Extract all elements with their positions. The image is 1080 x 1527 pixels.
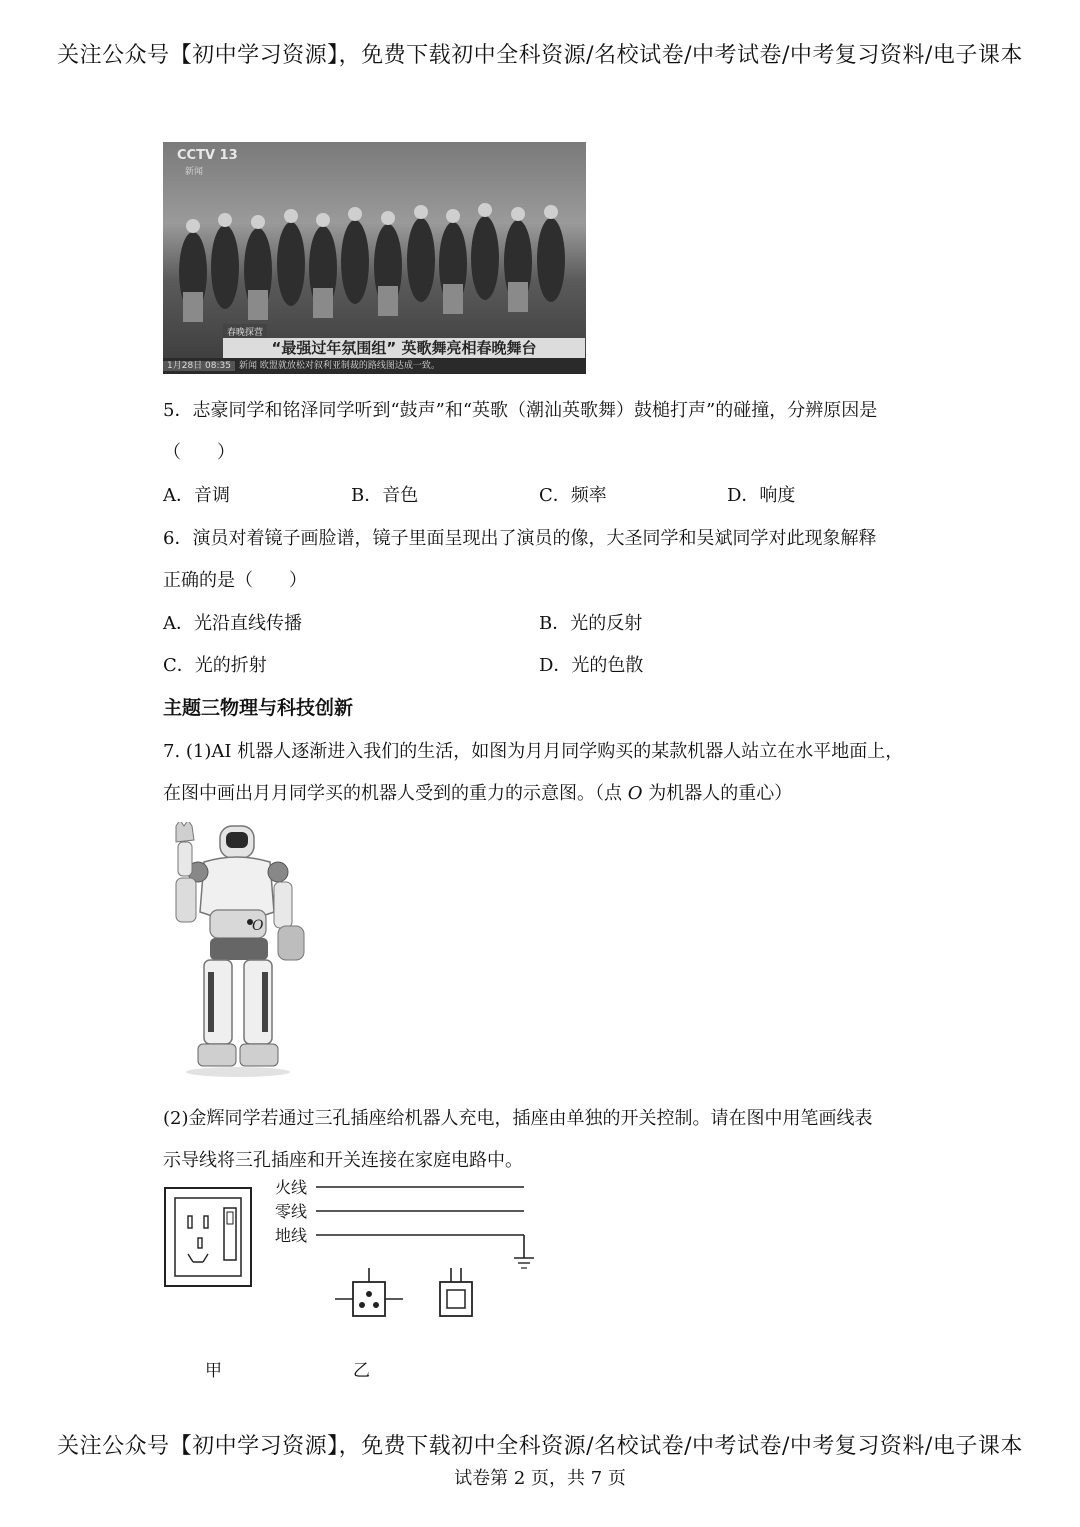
channel-logo: CCTV 13 (177, 148, 238, 163)
channel-sub: 新闻 (185, 167, 204, 177)
q7-part1-line1: 7. (1)AI 机器人逐渐进入我们的生活，如图为月月同学购买的某款机器人站立在水平地面上， (163, 741, 904, 762)
top-banner: 关注公众号【初中学习资源】，免费下载初中全科资源/名校试卷/中考试卷/中考复习资料/电子课本 (57, 43, 1023, 68)
panel-jia-inner (175, 1198, 241, 1276)
label-ground: 地线 (275, 1226, 308, 1245)
q6-stem-line2: 正确的是（ ） (163, 570, 307, 591)
q6-option-d: D．光的色散 (539, 655, 644, 676)
label-yi: 乙 (353, 1361, 370, 1381)
news-ticker (163, 358, 586, 374)
news-tag: 春晚探营 (223, 324, 267, 339)
robot-point-o: O (252, 918, 264, 934)
news-caption: “最强过年氛围组” 英歌舞亮相春晚舞台 (223, 338, 585, 358)
q5-stem-line1: 5．志豪同学和铭泽同学听到“鼓声”和“英歌（潮汕英歌舞）鼓槌打声”的碰撞，分辨原因是 (163, 400, 878, 421)
q5-option-c: C．频率 (539, 485, 607, 506)
q6-option-c: C．光的折射 (163, 655, 267, 676)
dance-photo (163, 142, 586, 374)
switch-rocker (224, 1208, 236, 1260)
switch-symbol (440, 1282, 472, 1316)
section-title: 主题三物理与科技创新 (163, 697, 354, 719)
q5-option-a: A．音调 (163, 485, 230, 506)
q6-option-a: A．光沿直线传播 (163, 613, 302, 634)
label-live: 火线 (275, 1178, 308, 1197)
q7-part1-line2b: 为机器人的重心） (642, 783, 793, 804)
q5-option-d: D．响度 (727, 485, 796, 506)
bottom-banner: 关注公众号【初中学习资源】，免费下载初中全科资源/名校试卷/中考试卷/中考复习资料/电子课本 (57, 1434, 1023, 1459)
q7-part1-line2 (163, 779, 792, 805)
q7-part1-line2a: 在图中画出月月同学买的机器人受到的重力的示意图。（点 (163, 783, 628, 804)
q7-part2-line2: 示导线将三孔插座和开关连接在家庭电路中。 (163, 1150, 523, 1171)
q6-stem-line1: 6．演员对着镜子画脸谱，镜子里面呈现出了演员的像，大圣同学和吴斌同学对此现象解释 (163, 528, 877, 549)
ticker-text: 新闻 欧盟就放松对叙利亚制裁的路线图达成一致。 (238, 361, 440, 371)
robot-illustration (170, 822, 310, 1078)
panel-jia-outer (165, 1188, 251, 1286)
q6-option-b: B．光的反射 (539, 613, 643, 634)
ticker-time: 1月28日 08:35 (163, 361, 235, 371)
page-number: 试卷第 2 页，共 7 页 (454, 1468, 626, 1489)
q5-stem-line2: （ ） (163, 442, 235, 463)
label-neutral: 零线 (275, 1202, 308, 1221)
circuit-diagram (160, 1170, 550, 1330)
q7-part2-line1: (2)金辉同学若通过三孔插座给机器人充电，插座由单独的开关控制。请在图中用笔画线表 (163, 1108, 873, 1129)
q5-option-b: B．音色 (351, 485, 419, 506)
label-jia: 甲 (205, 1361, 222, 1381)
three-hole-socket (353, 1282, 385, 1316)
q7-point-label: O (627, 783, 643, 804)
